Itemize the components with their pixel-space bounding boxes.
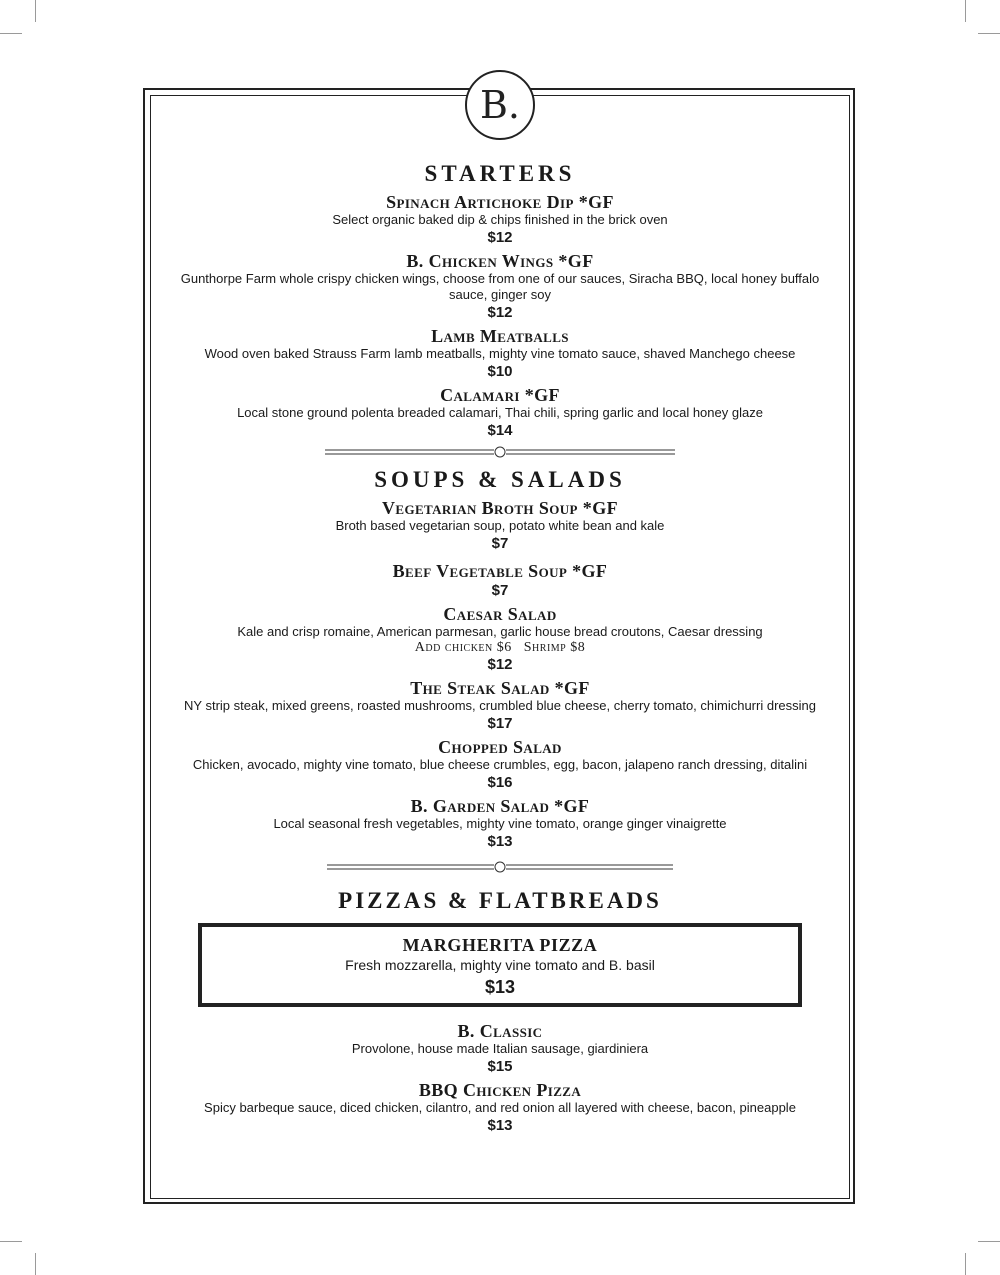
item-price: $12 [487, 229, 513, 246]
featured-item-description: Fresh mozzarella, mighty vine tomato and B. basil [345, 957, 655, 973]
section-title: PIZZAS & FLATBREADS [338, 888, 662, 913]
item-description: Kale and crisp romaine, American parmesan, garlic house bread croutons, Caesar dressing [237, 624, 763, 639]
item-name: Chopped Salad [438, 737, 562, 757]
item-price: $12 [487, 656, 513, 673]
featured-item-name: MARGHERITA PIZZA [402, 935, 598, 955]
section-pizzas-flatbreads [150, 887, 850, 1135]
item-description: Provolone, house made Italian sausage, giardiniera [351, 1041, 649, 1056]
section-divider [327, 861, 673, 873]
item-name: B. Garden Salad *GF [410, 796, 590, 816]
item-description: Local seasonal fresh vegetables, mighty vine tomato, orange ginger vinaigrette [273, 816, 727, 831]
item-name: BBQ Chicken Pizza [418, 1080, 582, 1100]
section-soups-salads [150, 466, 850, 851]
item-price: $13 [487, 833, 513, 850]
item-price: $7 [491, 582, 509, 599]
featured-item-box [198, 923, 802, 1007]
item-description: Local stone ground polenta breaded calamari, Thai chili, spring garlic and local honey glaze [237, 405, 763, 420]
crop-mark [965, 0, 966, 22]
logo-text: B. [479, 83, 520, 127]
item-name: Beef Vegetable Soup *GF [392, 561, 608, 581]
crop-mark [35, 1253, 36, 1275]
item-price: $14 [487, 422, 513, 439]
add-on-shrimp: Shrimp $8 [523, 640, 586, 655]
item-description: Spicy barbeque sauce, diced chicken, cilantro, and red onion all layered with cheese, bacon, pineapple [204, 1100, 796, 1115]
item-description: NY strip steak, mixed greens, roasted mushrooms, crumbled blue cheese, cherry tomato, chimichurri dressing [184, 698, 816, 713]
item-description: Select organic baked dip & chips finished in the brick oven [332, 212, 668, 227]
item-price: $12 [487, 304, 513, 321]
menu-item [150, 1080, 850, 1135]
menu-item [150, 498, 850, 553]
menu-item [150, 796, 850, 851]
crop-mark [0, 1241, 22, 1242]
menu-item [150, 251, 850, 322]
menu-item [150, 678, 850, 733]
section-title: STARTERS [424, 161, 576, 186]
item-description: Chicken, avocado, mighty vine tomato, blue cheese crumbles, egg, bacon, jalapeno ranch dressing, ditalini [192, 757, 808, 772]
logo-badge [465, 70, 535, 140]
section-divider [325, 446, 675, 458]
item-name: Caesar Salad [443, 604, 557, 624]
item-name: B. Classic [457, 1021, 543, 1041]
item-price: $16 [487, 774, 513, 791]
menu-item [150, 1021, 850, 1076]
item-name: The Steak Salad *GF [410, 678, 590, 698]
item-name: Vegetarian Broth Soup *GF [381, 498, 618, 518]
section-starters [150, 160, 850, 440]
menu-item [150, 385, 850, 440]
item-description: Broth based vegetarian soup, potato white bean and kale [335, 518, 665, 533]
menu-item [150, 737, 850, 792]
featured-item-price: $13 [484, 977, 516, 997]
menu-item [150, 192, 850, 247]
crop-mark [978, 33, 1000, 34]
item-price: $17 [487, 715, 513, 732]
item-price: $7 [491, 535, 509, 552]
item-description: Gunthorpe Farm whole crispy chicken wings, choose from one of our sauces, Siracha BBQ, local honey buffalo sauce, ginger soy [180, 271, 820, 302]
crop-mark [0, 33, 22, 34]
item-price: $10 [487, 363, 513, 380]
add-on-chicken: Add chicken $6 [414, 640, 512, 655]
crop-mark [965, 1253, 966, 1275]
menu-item [150, 604, 850, 674]
item-name: Spinach Artichoke Dip *GF [386, 192, 614, 212]
item-name: Lamb Meatballs [431, 326, 569, 346]
item-description: Wood oven baked Strauss Farm lamb meatballs, mighty vine tomato sauce, shaved Manchego cheese [204, 346, 796, 361]
menu-item [150, 561, 850, 600]
crop-mark [35, 0, 36, 22]
menu-content [150, 160, 850, 1135]
item-price: $13 [487, 1117, 513, 1134]
section-title: SOUPS & SALADS [374, 467, 626, 492]
crop-mark [978, 1241, 1000, 1242]
item-price: $15 [487, 1058, 513, 1075]
item-name: Calamari *GF [440, 385, 560, 405]
item-add-ons [150, 640, 850, 655]
item-name: B. Chicken Wings *GF [406, 251, 594, 271]
menu-item [150, 326, 850, 381]
